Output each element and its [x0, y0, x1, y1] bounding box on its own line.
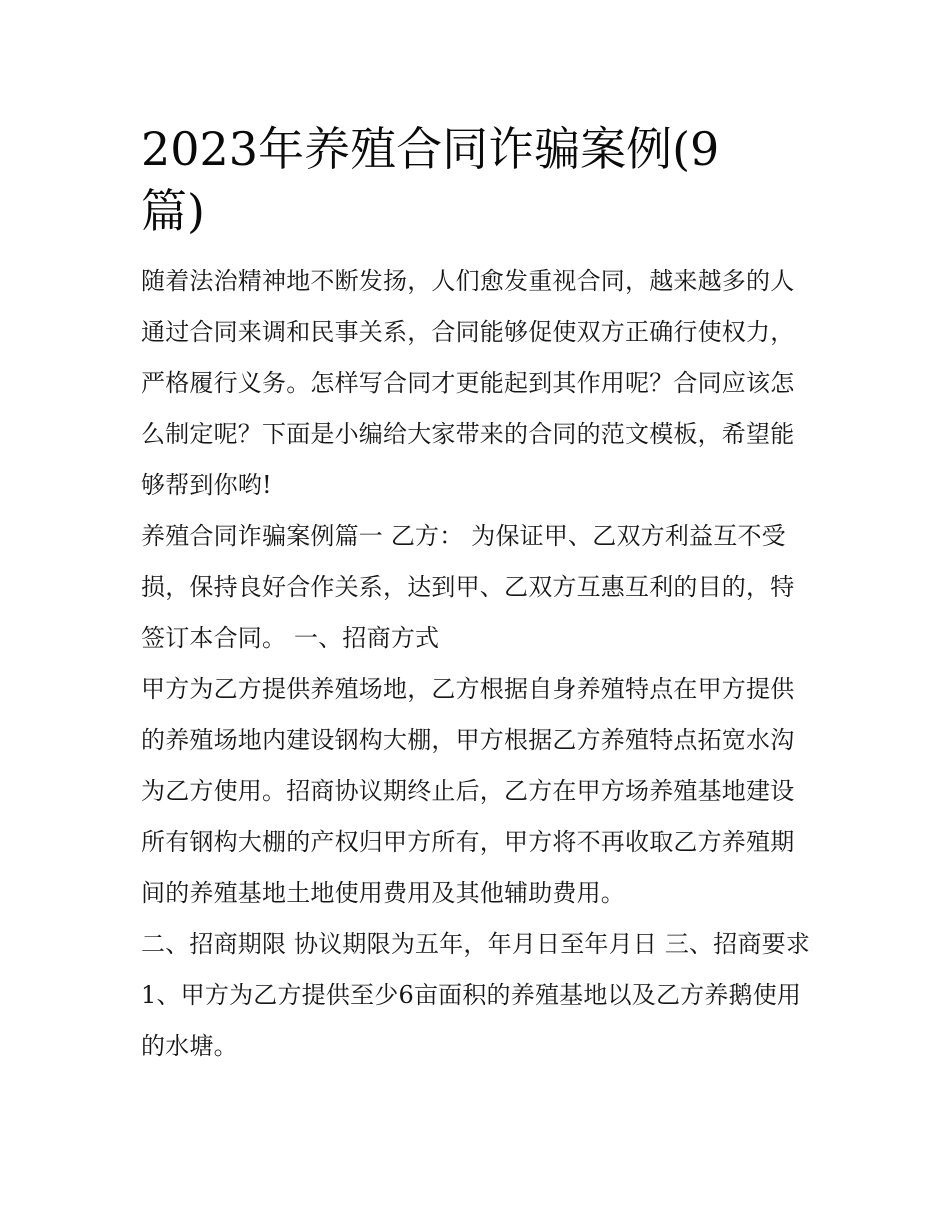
- case-one-paragraph: 养殖合同诈骗案例篇一 乙方： 为保证甲、乙双方利益互不受损，保持良好合作关系，达到甲、乙双方互惠互利的目的，特签订本合同。 一、招商方式: [141, 522, 795, 652]
- document-title: 2023年养殖合同诈骗案例(9篇): [141, 122, 720, 238]
- investment-term-paragraph: 二、招商期限 协议期限为五年，年月日至年月日 三、招商要求 1、甲方为乙方提供至少6亩面积的养殖基地以及乙方养鹅使用的水塘。: [141, 930, 811, 1060]
- intro-paragraph: 随着法治精神地不断发扬，人们愈发重视合同，越来越多的人通过合同来调和民事关系，合同能够促使双方正确行使权力，严格履行义务。怎样写合同才更能起到其作用呢？合同应该怎么制定呢？下面是小编给大家带来的合同的范文模板，希望能够帮到你哟!: [141, 267, 795, 499]
- document-content: [141, 118, 813, 1072]
- investment-method-paragraph: 甲方为乙方提供养殖场地，乙方根据自身养殖特点在甲方提供的养殖场地内建设钢构大棚，甲方根据乙方养殖特点拓宽水沟为乙方使用。招商协议期终止后，乙方在甲方场养殖基地建设所有钢构大棚的产权归甲方所有，甲方将不再收取乙方养殖期间的养殖基地土地使用费用及其他辅助费用。: [141, 675, 795, 907]
